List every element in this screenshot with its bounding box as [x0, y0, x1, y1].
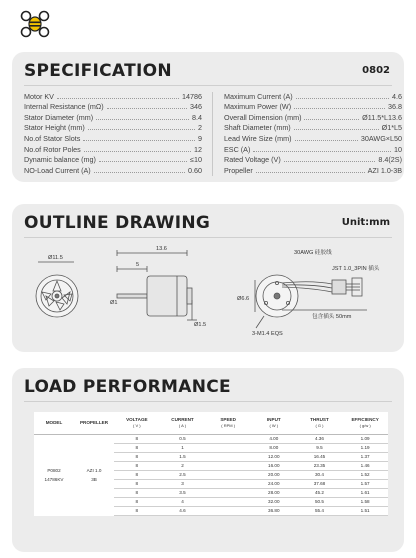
spec-row — [24, 111, 202, 122]
speed-cell — [205, 452, 251, 461]
spec-value: 9 — [198, 133, 202, 143]
voltage-cell: 8 — [114, 479, 160, 488]
voltage-cell: 8 — [114, 461, 160, 470]
speed-cell — [205, 461, 251, 470]
efficiency-cell: 1.61 — [342, 488, 388, 497]
spec-label: Shaft Diameter (mm) — [224, 123, 291, 133]
voltage-cell: 8 — [114, 506, 160, 515]
model-number: 0802 — [362, 65, 390, 76]
spec-leader-dots — [284, 161, 376, 162]
column-header — [297, 412, 343, 434]
current-cell: 1 — [160, 443, 206, 452]
spec-leader-dots — [304, 119, 359, 120]
efficiency-cell: 1.52 — [342, 470, 388, 479]
spec-row — [224, 111, 402, 122]
current-cell: 1.5 — [160, 452, 206, 461]
spec-value: Ø1*L5 — [381, 123, 402, 133]
spec-label: Motor KV — [24, 91, 54, 101]
header-divider — [24, 237, 392, 238]
thrust-cell: 23.35 — [297, 461, 343, 470]
spec-label: Stator Diameter (mm) — [24, 112, 94, 122]
header-divider — [24, 85, 392, 86]
column-header-unit: ( V ) — [133, 422, 141, 428]
column-header-name: MODEL — [45, 419, 63, 425]
spec-label: Maximum Current (A) — [224, 91, 293, 101]
spec-value: 2 — [198, 123, 202, 133]
spec-leader-dots — [296, 98, 389, 99]
spec-column-divider — [212, 92, 213, 176]
current-cell: 2.5 — [160, 470, 206, 479]
spec-leader-dots — [256, 172, 365, 173]
spec-leader-dots — [96, 119, 189, 120]
spec-value: 10 — [394, 144, 402, 154]
current-cell: 0.5 — [160, 434, 206, 443]
thrust-cell: 16.45 — [297, 452, 343, 461]
speed-cell — [205, 506, 251, 515]
spec-value: Ø11.5*L13.6 — [362, 112, 402, 122]
spec-label: No.of Rotor Poles — [24, 144, 81, 154]
spec-leader-dots — [99, 161, 187, 162]
thrust-cell: 4.36 — [297, 434, 343, 443]
table-row — [34, 434, 388, 443]
efficiency-cell: 1.09 — [342, 434, 388, 443]
spec-label: No.of Stator Slots — [24, 133, 81, 143]
spec-row — [24, 132, 202, 143]
spec-label: Propeller — [224, 165, 253, 175]
column-header — [34, 412, 74, 434]
spec-label: Dynamic balance (mg) — [24, 155, 96, 165]
efficiency-cell: 1.57 — [342, 479, 388, 488]
speed-cell — [205, 488, 251, 497]
table-body — [34, 434, 388, 515]
spec-leader-dots — [88, 129, 195, 130]
load-header — [12, 368, 404, 404]
column-header-unit: ( W ) — [269, 422, 279, 428]
unit-label: Unit:mm — [341, 217, 390, 228]
voltage-cell: 8 — [114, 434, 160, 443]
thrust-cell: 30.4 — [297, 470, 343, 479]
drawing-header — [12, 204, 404, 240]
side-view — [117, 250, 197, 320]
spec-row — [224, 164, 402, 175]
spec-list-left — [24, 90, 202, 175]
voltage-cell: 8 — [114, 452, 160, 461]
spec-leader-dots — [294, 129, 379, 130]
specification-title: SPECIFICATION — [24, 61, 172, 81]
efficiency-cell: 1.37 — [342, 452, 388, 461]
spec-row — [24, 143, 202, 154]
dim-shaft-diameter: Ø1 — [110, 300, 118, 306]
column-header — [114, 412, 160, 434]
column-header-name: PROPELLER — [79, 419, 109, 425]
spec-value: 12 — [194, 144, 202, 154]
voltage-cell: 8 — [114, 488, 160, 497]
spec-label: Maximum Power (W) — [224, 102, 292, 112]
dim-back-diameter: Ø6.6 — [237, 296, 250, 302]
column-header-unit: ( RPM ) — [221, 422, 236, 428]
column-header-name: SPEED — [220, 416, 236, 422]
current-cell: 4 — [160, 497, 206, 506]
column-header-name: EFFICIENCY — [351, 416, 379, 422]
spec-label: NO-Load Current (A) — [24, 165, 91, 175]
thrust-cell: 55.4 — [297, 506, 343, 515]
spec-row — [224, 143, 402, 154]
column-header-unit: ( A ) — [178, 422, 187, 428]
spec-value: 346 — [190, 102, 202, 112]
spec-label: Internal Resistance (mΩ) — [24, 102, 104, 112]
spec-row — [24, 90, 202, 101]
voltage-cell: 8 — [114, 497, 160, 506]
spec-value: 36.8 — [388, 102, 402, 112]
input-cell: 28.00 — [251, 488, 297, 497]
dim-shaft-length: 5 — [136, 262, 140, 268]
column-header-name: CURRENT — [171, 416, 194, 422]
front-view — [36, 262, 78, 317]
spec-leader-dots — [84, 151, 191, 152]
spec-label: Rated Voltage (V) — [224, 155, 281, 165]
spec-row — [24, 154, 202, 165]
spec-leader-dots — [57, 98, 179, 99]
column-header — [74, 412, 114, 434]
spec-leader-dots — [83, 140, 195, 141]
spec-row — [224, 101, 402, 112]
spec-label: Overall Dimension (mm) — [224, 112, 302, 122]
spec-label: ESC (A) — [224, 144, 251, 154]
speed-cell — [205, 470, 251, 479]
spec-value: 0.60 — [188, 165, 202, 175]
spec-leader-dots — [94, 172, 185, 173]
back-view — [255, 275, 367, 328]
spec-leader-dots — [253, 151, 391, 152]
lead-length-label: 包含插头 50mm — [312, 314, 352, 320]
column-header — [342, 412, 388, 434]
spec-value: 8.4 — [192, 112, 202, 122]
spec-leader-dots — [295, 140, 358, 141]
column-header — [160, 412, 206, 434]
column-header — [251, 412, 297, 434]
spec-value: 8.4(2S) — [378, 155, 402, 165]
column-header-unit: ( G ) — [315, 422, 324, 428]
dim-base-diameter: Ø1.5 — [194, 322, 207, 328]
input-cell: 4.00 — [251, 434, 297, 443]
spec-label: Lead Wire Size (mm) — [224, 133, 292, 143]
spec-row — [24, 122, 202, 133]
efficiency-cell: 1.51 — [342, 506, 388, 515]
dim-diameter-top: Ø11.5 — [48, 255, 63, 261]
load-title: LOAD PERFORMANCE — [24, 377, 231, 397]
spec-list-right — [224, 90, 402, 175]
specification-header — [12, 52, 404, 88]
current-cell: 3.5 — [160, 488, 206, 497]
load-table — [34, 412, 388, 516]
voltage-cell: 8 — [114, 470, 160, 479]
dim-length: 13.6 — [156, 246, 167, 252]
load-performance-card — [12, 368, 404, 552]
voltage-cell: 8 — [114, 443, 160, 452]
spec-value: 30AWG×L50 — [360, 133, 402, 143]
thrust-cell: 9.5 — [297, 443, 343, 452]
column-header — [205, 412, 251, 434]
drawing-title: OUTLINE DRAWING — [24, 213, 211, 233]
brand-logo-icon — [20, 10, 50, 38]
input-cell: 12.00 — [251, 452, 297, 461]
input-cell: 16.00 — [251, 461, 297, 470]
outline-drawing-card — [12, 204, 404, 352]
screw-label: 3-M1.4 EQS — [252, 331, 283, 337]
spec-label: Stator Height (mm) — [24, 123, 85, 133]
spec-row — [224, 132, 402, 143]
thrust-cell: 37.68 — [297, 479, 343, 488]
propeller-cell: AZI 1.0 3B — [86, 467, 102, 482]
spec-leader-dots — [107, 108, 187, 109]
current-cell: 2 — [160, 461, 206, 470]
efficiency-cell: 1.58 — [342, 497, 388, 506]
spec-value: ≤10 — [190, 155, 202, 165]
spec-row — [224, 122, 402, 133]
efficiency-cell: 1.46 — [342, 461, 388, 470]
speed-cell — [205, 497, 251, 506]
connector-label: JST 1.0_3PIN 插头 — [332, 266, 380, 272]
spec-row — [224, 154, 402, 165]
input-cell: 32.00 — [251, 497, 297, 506]
input-cell: 36.80 — [251, 506, 297, 515]
spec-value: 14786 — [182, 91, 202, 101]
table-header-row — [34, 412, 388, 434]
speed-cell — [205, 443, 251, 452]
model-cell: P0802 14786KV — [44, 467, 64, 482]
column-header-name: INPUT — [266, 416, 281, 422]
column-header-unit: ( g/w ) — [359, 422, 371, 428]
column-header-name: THRUST — [310, 416, 329, 422]
speed-cell — [205, 479, 251, 488]
spec-value: AZI 1.0-3B — [367, 165, 402, 175]
input-cell: 20.00 — [251, 470, 297, 479]
efficiency-cell: 1.19 — [342, 443, 388, 452]
spec-row — [24, 164, 202, 175]
spec-leader-dots — [294, 108, 385, 109]
spec-row — [224, 90, 402, 101]
outline-drawing — [12, 240, 404, 352]
column-header-name: VOLTAGE — [126, 416, 148, 422]
specification-card — [12, 52, 404, 182]
header-divider — [24, 401, 392, 402]
speed-cell — [205, 434, 251, 443]
spec-row — [24, 101, 202, 112]
current-cell: 3 — [160, 479, 206, 488]
thrust-cell: 45.2 — [297, 488, 343, 497]
wire-label: 30AWG 硅胶线 — [294, 250, 332, 256]
spec-value: 4.6 — [392, 91, 402, 101]
input-cell: 8.00 — [251, 443, 297, 452]
thrust-cell: 50.5 — [297, 497, 343, 506]
current-cell: 4.6 — [160, 506, 206, 515]
input-cell: 24.00 — [251, 479, 297, 488]
